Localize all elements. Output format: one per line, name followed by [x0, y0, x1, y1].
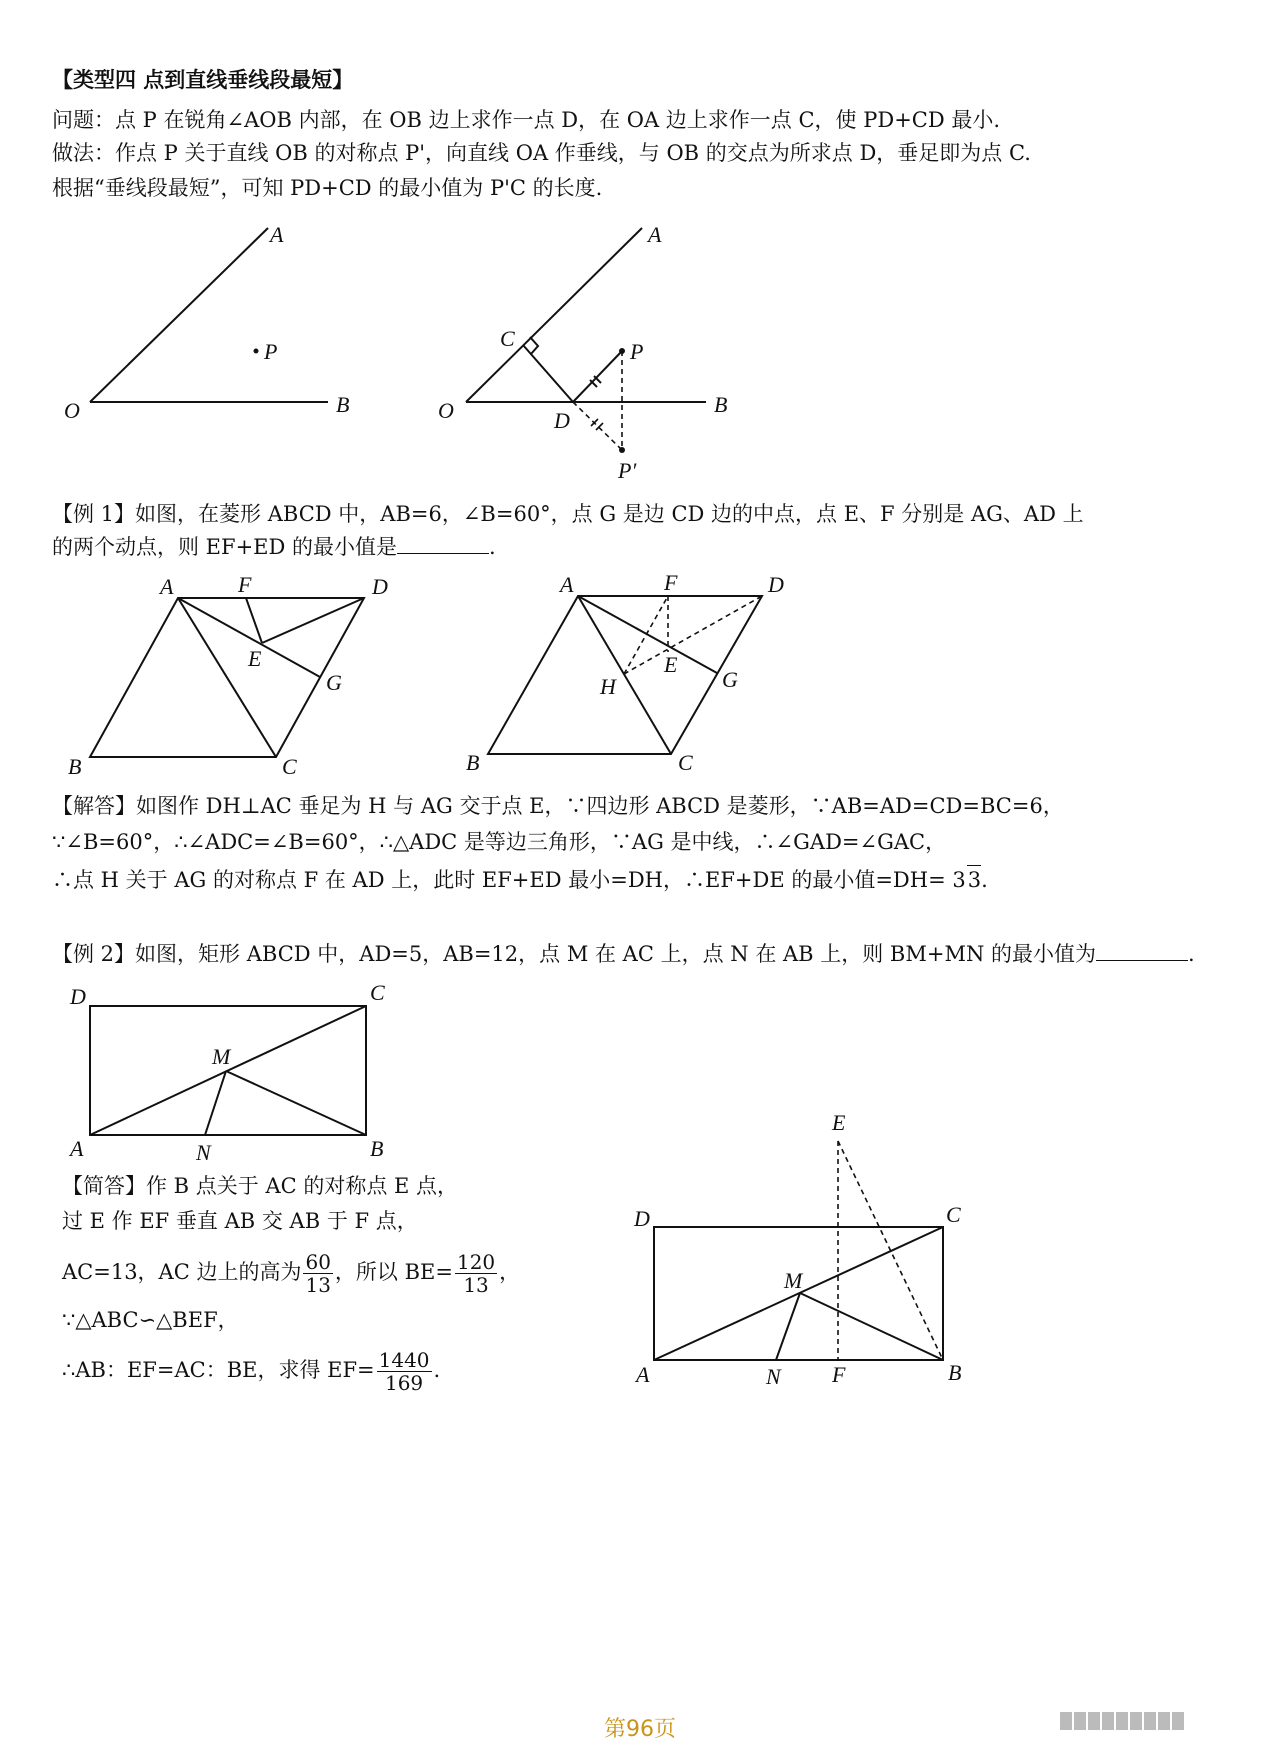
label-b: B	[948, 1360, 962, 1385]
decorative-bars	[1060, 1712, 1186, 1732]
solution1-line1: 【解答】如图作 DH⊥AC 垂足为 H 与 AG 交于点 E，∵四边形 ABCD 是菱形，∵AB=AD=CD=BC=6，	[52, 794, 1064, 818]
comma: ，	[499, 1260, 521, 1284]
label-e: E	[248, 646, 262, 671]
fraction-denominator: 169	[384, 1371, 424, 1395]
label-d: D	[554, 408, 570, 433]
fraction-denominator: 13	[463, 1273, 489, 1297]
label-m: M	[212, 1044, 231, 1069]
label-e: E	[832, 1110, 846, 1135]
be-text: ，所以 BE=	[334, 1260, 453, 1284]
label-f: F	[832, 1362, 846, 1387]
label-a: A	[270, 222, 284, 247]
page-number: 第96页	[604, 1717, 676, 1742]
label-a: A	[160, 574, 174, 599]
label-a: A	[648, 222, 662, 247]
solution1-end: .	[981, 868, 988, 892]
label-p: P	[630, 339, 644, 364]
label-d: D	[634, 1206, 650, 1231]
label-c: C	[500, 326, 515, 351]
solution2-line2: 过 E 作 EF 垂直 AB 交 AB 于 F 点，	[62, 1209, 418, 1233]
label-c: C	[946, 1202, 961, 1227]
label-b: B	[466, 750, 480, 775]
label-c: C	[370, 980, 385, 1005]
label-p-prime: P′	[618, 458, 637, 483]
label-b: B	[370, 1136, 384, 1161]
label-f: F	[664, 570, 678, 595]
label-a: A	[560, 572, 574, 597]
label-e: E	[664, 652, 678, 677]
fraction-numerator: 60	[305, 1250, 331, 1274]
height-text: AC=13，AC 边上的高为	[62, 1260, 302, 1284]
label-h: H	[600, 674, 616, 699]
label-g: G	[326, 670, 342, 695]
problem-reason: 根据“垂线段最短”，可知 PD+CD 的最小值为 P'C 的长度.	[52, 176, 603, 200]
label-b: B	[68, 754, 82, 779]
label-n: N	[196, 1140, 211, 1165]
label-m: M	[784, 1268, 803, 1293]
label-c: C	[678, 750, 693, 775]
label-p: P	[264, 339, 278, 364]
period: .	[433, 1358, 441, 1382]
label-d: D	[768, 572, 784, 597]
section-title: 【类型四 点到直线垂线段最短】	[52, 67, 354, 92]
label-a: A	[70, 1136, 84, 1161]
label-c: C	[282, 754, 297, 779]
example2-text: 【例 2】如图，矩形 ABCD 中，AD=5，AB=12，点 M 在 AC 上，点 N 在 AB 上，则 BM+MN 的最小值为	[52, 942, 1097, 966]
label-d: D	[372, 574, 388, 599]
fraction-numerator: 120	[456, 1250, 496, 1274]
example1-text: 的两个动点，则 EF+ED 的最小值是	[52, 535, 398, 559]
label-g: G	[722, 667, 738, 692]
example1-line1: 【例 1】如图，在菱形 ABCD 中，AB=6，∠B=60°，点 G 是边 CD 边的中点，点 E、F 分别是 AG、AD 上	[52, 502, 1084, 526]
label-b: B	[714, 392, 728, 417]
solution2-line1: 【简答】作 B 点关于 AC 的对称点 E 点，	[62, 1174, 459, 1198]
fraction-numerator: 1440	[378, 1348, 430, 1372]
solution2-line4: ∵△ABC∽△BEF，	[62, 1308, 239, 1332]
problem-method: 做法：作点 P 关于直线 OB 的对称点 P'，向直线 OA 作垂线，与 OB 的交点为所求点 D，垂足即为点 C.	[52, 141, 1031, 165]
sqrt-radicand: 3	[967, 865, 981, 894]
label-a: A	[636, 1362, 650, 1387]
fraction-denominator: 13	[305, 1273, 331, 1297]
label-f: F	[238, 572, 252, 597]
ef-text: ∴AB：EF=AC：BE，求得 EF=	[62, 1358, 375, 1382]
problem-question: 问题：点 P 在锐角∠AOB 内部，在 OB 边上求作一点 D，在 OA 边上求作一点 C，使 PD+CD 最小.	[52, 108, 1001, 132]
solution1-text: ∴点 H 关于 AG 的对称点 F 在 AD 上，此时 EF+ED 最小=DH，∴EF+DE 的最小值=DH= 3	[52, 868, 966, 892]
example1-end: .	[489, 535, 496, 559]
label-o: O	[64, 398, 80, 423]
label-b: B	[336, 392, 350, 417]
label-n: N	[766, 1364, 781, 1389]
label-d: D	[70, 984, 86, 1009]
example2-end: .	[1188, 942, 1195, 966]
solution1-line2: ∵∠B=60°，∴∠ADC=∠B=60°，∴△ADC 是等边三角形，∵AG 是中线，∴∠GAD=∠GAC，	[52, 830, 947, 854]
label-o: O	[438, 398, 454, 423]
